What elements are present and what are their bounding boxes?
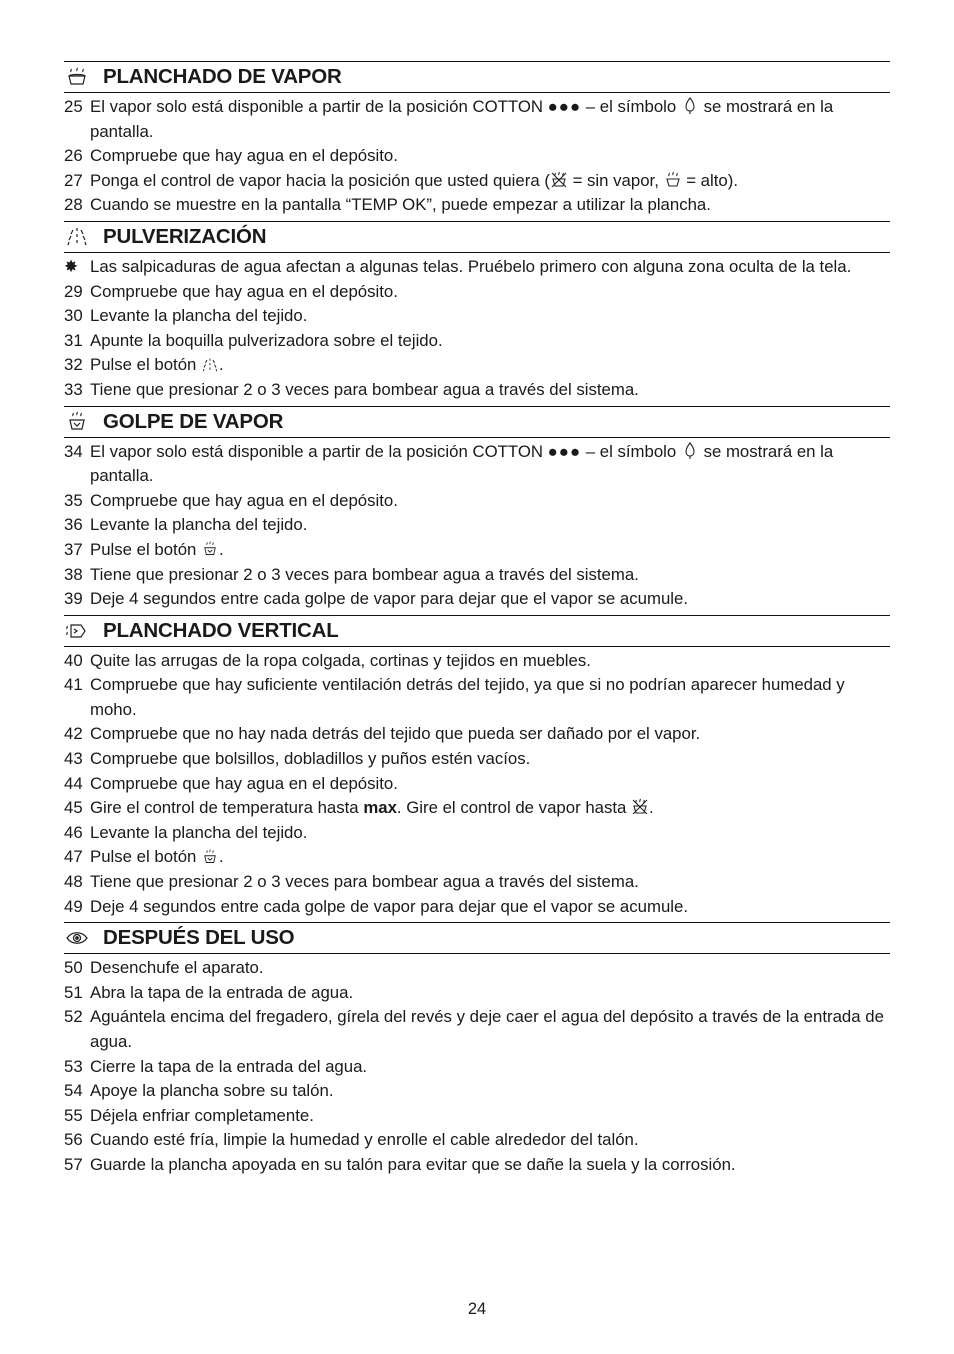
item-text — [90, 193, 890, 218]
instruction-item — [64, 956, 890, 981]
text-segment: se mostrará en la pantalla. — [90, 441, 834, 486]
item-text — [90, 895, 890, 920]
text-segment: El vapor solo está disponible a partir de la posición COTTON — [90, 441, 548, 461]
instruction-item — [64, 144, 890, 169]
text-segment: . — [649, 798, 654, 818]
item-text — [90, 649, 890, 674]
text: Desenchufe el aparato. — [90, 958, 264, 978]
bold-text: max — [363, 798, 397, 818]
warning-star-icon: ✸ — [64, 256, 79, 276]
item-text — [90, 821, 890, 846]
text: Apunte la boquilla pulverizadora sobre el tejido. — [90, 330, 443, 350]
item-number: 51 — [64, 982, 83, 1002]
instruction-item — [64, 378, 890, 403]
text: Deje 4 segundos entre cada golpe de vapor para dejar que el vapor se acumule. — [90, 589, 688, 609]
text-segment: se mostrará en la pantalla. — [90, 97, 834, 141]
instruction-item — [64, 440, 890, 489]
item-text — [90, 353, 890, 378]
spray-icon — [64, 226, 90, 248]
text: Levante la plancha del tejido. — [90, 306, 308, 326]
section-heading — [64, 61, 890, 93]
instruction-item — [64, 353, 890, 378]
text: Compruebe que bolsillos, dobladillos y puños estén vacíos. — [90, 749, 531, 769]
instruction-item — [64, 280, 890, 305]
item-number: 26 — [64, 146, 83, 166]
text-segment: – el símbolo — [581, 441, 681, 461]
cotton-dots: ●●● — [547, 97, 582, 116]
item-text — [90, 1079, 890, 1104]
text: Aguántela encima del fregadero, gírela del revés y deje caer el agua del depósito a través de la entrada de agua. — [90, 1007, 884, 1051]
instruction-item — [64, 1104, 890, 1129]
item-number: 36 — [64, 515, 83, 535]
item-text — [90, 796, 890, 821]
instruction-item — [64, 1079, 890, 1104]
spray-icon — [201, 356, 219, 374]
item-number: 50 — [64, 958, 83, 978]
text: Cierre la tapa de la entrada del agua. — [90, 1056, 368, 1076]
instruction-item — [64, 895, 890, 920]
instruction-item — [64, 169, 890, 194]
eye-icon — [64, 927, 90, 949]
item-number: 39 — [64, 589, 83, 609]
text: Tiene que presionar 2 o 3 veces para bombear agua a través del sistema. — [90, 564, 639, 584]
item-number: 25 — [64, 97, 83, 116]
item-number: 41 — [64, 675, 83, 695]
item-text — [90, 722, 890, 747]
section-heading — [64, 922, 890, 954]
item-number: 30 — [64, 306, 83, 326]
instruction-item — [64, 1128, 890, 1153]
section-title: PLANCHADO DE VAPOR — [103, 65, 342, 88]
text-segment: Pulse el botón — [90, 847, 202, 867]
text: Guarde la plancha apoyada en su talón para evitar que se dañe la suela y la corrosión. — [90, 1154, 736, 1174]
item-text — [90, 304, 890, 329]
item-number: 42 — [64, 724, 83, 744]
text-segment: = sin vapor, — [567, 170, 664, 190]
instruction-item — [64, 870, 890, 895]
text: Deje 4 segundos entre cada golpe de vapor para dejar que el vapor se acumule. — [90, 896, 688, 916]
section-title: GOLPE DE VAPOR — [103, 409, 284, 433]
item-number: 28 — [64, 195, 83, 215]
item-number: 44 — [64, 773, 83, 793]
instruction-item — [64, 747, 890, 772]
text: Cuando se muestre en la pantalla “TEMP OK”, puede empezar a utilizar la plancha. — [90, 195, 711, 215]
item-number: 34 — [64, 441, 83, 461]
item-text — [90, 440, 890, 489]
instruction-item — [64, 845, 890, 870]
item-text — [90, 144, 890, 169]
instruction-item — [64, 95, 890, 144]
steam-burst-icon — [201, 848, 219, 866]
instruction-item — [64, 563, 890, 588]
instruction-item — [64, 513, 890, 538]
instruction-list — [64, 954, 890, 1180]
instruction-item — [64, 489, 890, 514]
text-segment: Ponga el control de vapor hacia la posición que usted quiera ( — [90, 170, 550, 190]
vertical-steam-icon — [64, 620, 90, 642]
item-number: 48 — [64, 872, 83, 892]
text: Tiene que presionar 2 o 3 veces para bombear agua a través del sistema. — [90, 379, 639, 399]
text: Las salpicaduras de agua afectan a algunas telas. Pruébelo primero con alguna zona oculta de la tela. — [90, 256, 852, 276]
item-text — [90, 563, 890, 588]
text: Tiene que presionar 2 o 3 veces para bombear agua a través del sistema. — [90, 872, 639, 892]
text: Levante la plancha del tejido. — [90, 515, 308, 535]
item-number: 37 — [64, 539, 83, 559]
instruction-list — [64, 647, 890, 923]
item-text — [90, 1104, 890, 1129]
text-segment: El vapor solo está disponible a partir de la posición COTTON — [90, 97, 548, 116]
instruction-item — [64, 796, 890, 821]
section-title: DESPUÉS DEL USO — [103, 926, 295, 950]
text: Cuando esté fría, limpie la humedad y enrolle el cable alrededor del talón. — [90, 1130, 639, 1150]
item-text — [90, 587, 890, 612]
item-number: 27 — [64, 170, 83, 190]
text-segment: Pulse el botón — [90, 539, 202, 559]
instruction-item — [64, 772, 890, 797]
item-text — [90, 870, 890, 895]
text-segment: . — [219, 539, 224, 559]
item-number: 33 — [64, 379, 83, 399]
item-text — [90, 747, 890, 772]
text-segment: – el símbolo — [581, 97, 681, 116]
item-text — [90, 1005, 890, 1054]
text: Abra la tapa de la entrada de agua. — [90, 982, 354, 1002]
item-number: 31 — [64, 330, 83, 350]
text-segment: Pulse el botón — [90, 355, 202, 375]
page-number: 24 — [467, 1300, 487, 1318]
item-text — [90, 329, 890, 354]
item-text — [90, 378, 890, 403]
item-text — [90, 772, 890, 797]
steam-burst-icon — [201, 541, 219, 559]
section-heading — [64, 615, 890, 647]
instruction-item — [64, 1005, 890, 1054]
no-steam-icon — [550, 171, 568, 189]
text: Compruebe que no hay nada detrás del tejido que pueda ser dañado por el vapor. — [90, 724, 701, 744]
item-text — [90, 489, 890, 514]
item-text — [90, 673, 890, 722]
section-heading — [64, 406, 890, 438]
instruction-item — [64, 193, 890, 218]
item-text — [90, 1153, 890, 1178]
item-text — [90, 95, 890, 144]
instruction-item — [64, 304, 890, 329]
item-number: 43 — [64, 749, 83, 769]
item-text — [90, 1128, 890, 1153]
instruction-item — [64, 649, 890, 674]
section-title: PULVERIZACIÓN — [103, 224, 267, 248]
item-text — [90, 255, 890, 280]
instruction-list — [64, 93, 890, 221]
instruction-list — [64, 438, 890, 615]
text: Compruebe que hay agua en el depósito. — [90, 281, 398, 301]
instruction-list — [64, 253, 890, 406]
instruction-item — [64, 587, 890, 612]
item-text — [90, 513, 890, 538]
item-number: 56 — [64, 1130, 83, 1150]
text: Compruebe que hay suficiente ventilación detrás del tejido, ya que si no podrían aparecer humedad y moho. — [90, 675, 845, 719]
instruction-item — [64, 673, 890, 722]
section-heading — [64, 221, 890, 253]
text-segment: = alto). — [681, 170, 738, 190]
item-text — [90, 981, 890, 1006]
item-text — [90, 169, 890, 194]
item-number: 32 — [64, 355, 83, 375]
cotton-dots: ●●● — [547, 441, 582, 461]
instruction-item — [64, 1153, 890, 1178]
text: Compruebe que hay agua en el depósito. — [90, 490, 398, 510]
steam-symbol-icon — [681, 442, 699, 460]
item-text — [90, 538, 890, 563]
item-number: 49 — [64, 896, 83, 916]
item-number: 35 — [64, 490, 83, 510]
item-number: 53 — [64, 1056, 83, 1076]
item-number: 29 — [64, 281, 83, 301]
item-number: 52 — [64, 1007, 83, 1027]
steam-burst-icon — [64, 411, 90, 433]
text-segment: . — [219, 847, 224, 867]
text: Levante la plancha del tejido. — [90, 822, 308, 842]
item-number: 47 — [64, 847, 83, 867]
instruction-item — [64, 722, 890, 747]
text: Compruebe que hay agua en el depósito. — [90, 773, 398, 793]
text: Quite las arrugas de la ropa colgada, cortinas y tejidos en muebles. — [90, 650, 591, 670]
instruction-item — [64, 981, 890, 1006]
item-number: 38 — [64, 564, 83, 584]
item-number: 57 — [64, 1154, 83, 1174]
item-number: 55 — [64, 1105, 83, 1125]
instruction-item — [64, 821, 890, 846]
steam-symbol-icon — [681, 97, 699, 115]
text-segment: Gire el control de temperatura hasta — [90, 798, 364, 818]
instruction-item — [64, 1055, 890, 1080]
instruction-item — [64, 329, 890, 354]
text: Déjela enfriar completamente. — [90, 1105, 314, 1125]
text: Compruebe que hay agua en el depósito. — [90, 146, 398, 166]
item-text — [90, 845, 890, 870]
text: Apoye la plancha sobre su talón. — [90, 1081, 334, 1101]
instruction-item — [64, 255, 890, 280]
item-number: 46 — [64, 822, 83, 842]
item-number: 45 — [64, 798, 83, 818]
item-number: 54 — [64, 1081, 83, 1101]
item-text — [90, 280, 890, 305]
manual-content — [64, 61, 890, 1181]
item-text — [90, 956, 890, 981]
text-segment: . Gire el control de vapor hasta — [396, 798, 632, 818]
item-text — [90, 1055, 890, 1080]
instruction-item — [64, 538, 890, 563]
no-steam-icon — [631, 798, 649, 816]
steam-high-icon — [664, 171, 682, 189]
text-segment: . — [219, 355, 224, 375]
steam-iron-icon — [64, 66, 90, 88]
item-number: 40 — [64, 650, 83, 670]
section-title: PLANCHADO VERTICAL — [103, 618, 339, 642]
